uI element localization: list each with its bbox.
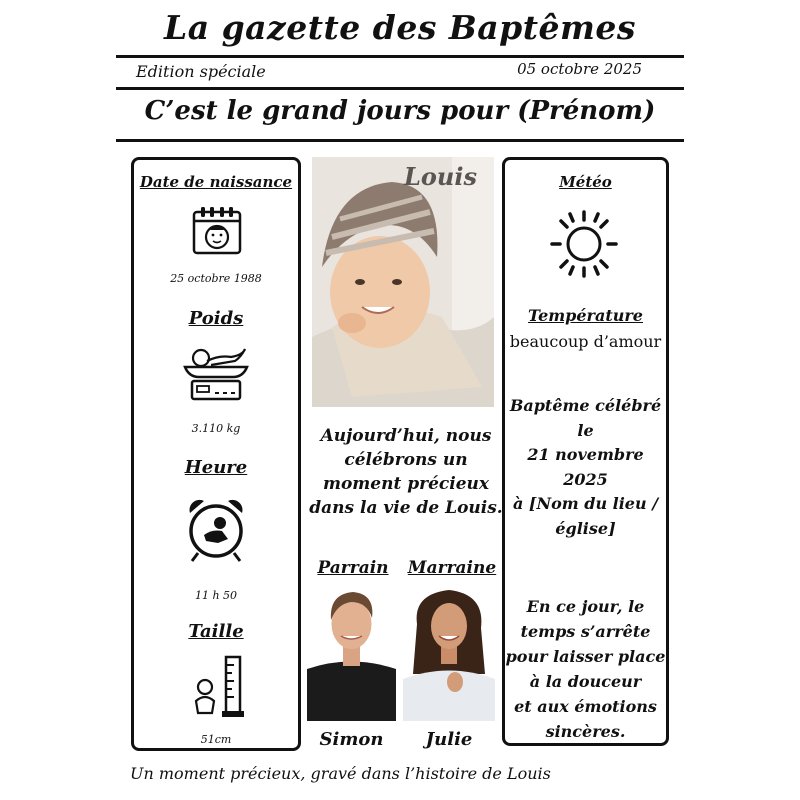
- godmother-name: Julie: [425, 729, 473, 750]
- ceremony-block: [505, 394, 666, 541]
- quote-line: et aux émotions: [514, 697, 657, 716]
- birth-date-value: 25 octobre 1988: [170, 272, 262, 285]
- top-rule: [116, 55, 684, 58]
- photo-name-overlay: Louis: [404, 162, 477, 191]
- message-line: dans la vie de Louis.: [309, 498, 503, 518]
- height-measure-icon: [190, 655, 248, 719]
- edition-label: Edition spéciale: [136, 62, 266, 81]
- baby-photo: [312, 157, 494, 407]
- ceremony-line: 2025: [563, 469, 608, 489]
- footer-text: Un moment précieux, gravé dans l’histoire de Louis: [130, 764, 551, 783]
- baby-calendar-icon: [191, 204, 243, 256]
- quote-line: à la douceur: [529, 672, 642, 691]
- weight-value: 3.110 kg: [191, 422, 241, 435]
- birth-date-label: Date de naissance: [139, 173, 293, 191]
- temperature-value: beaucoup d’amour: [509, 332, 662, 351]
- edition-date: 05 octobre 2025: [517, 60, 642, 78]
- godmother-label: Marraine: [407, 558, 497, 578]
- ceremony-line: église]: [555, 518, 616, 538]
- ceremony-line: à [Nom du lieu /: [512, 494, 659, 513]
- message-line: moment précieux: [322, 474, 490, 494]
- message-line: célébrons un: [344, 450, 468, 470]
- godmother-photo: [403, 584, 495, 721]
- message-line: Aujourd’hui, nous: [320, 426, 492, 446]
- time-label: Heure: [184, 457, 248, 478]
- quote-line: temps s’arrête: [520, 622, 651, 641]
- headline: C’est le grand jours pour (Prénom): [144, 96, 656, 126]
- quote-line: pour laisser place: [505, 647, 666, 666]
- size-label: Taille: [188, 621, 244, 642]
- godfather-name: Simon: [319, 729, 384, 750]
- bottom-rule: [116, 139, 684, 142]
- ceremony-line: le: [577, 420, 594, 440]
- baby-scale-icon: [183, 345, 249, 403]
- time-value: 11 h 50: [194, 589, 238, 602]
- godfather-label: Parrain: [317, 558, 389, 578]
- sun-icon: [548, 208, 620, 280]
- quote-line: En ce jour, le: [526, 597, 645, 616]
- quote-block: [505, 594, 666, 744]
- weather-label: Météo: [559, 173, 612, 191]
- ceremony-line: Baptême célébré: [509, 396, 662, 415]
- quote-line: sincères.: [545, 722, 626, 741]
- temperature-label: Température: [528, 306, 643, 325]
- ceremony-line: 21 novembre: [527, 445, 644, 464]
- weight-label: Poids: [188, 308, 244, 329]
- middle-rule: [116, 87, 684, 90]
- gazette-title: La gazette des Baptêmes: [164, 8, 636, 47]
- size-value: 51cm: [200, 733, 232, 746]
- message-block: [306, 424, 506, 520]
- alarm-clock-icon: [184, 495, 248, 563]
- godfather-photo: [307, 584, 396, 721]
